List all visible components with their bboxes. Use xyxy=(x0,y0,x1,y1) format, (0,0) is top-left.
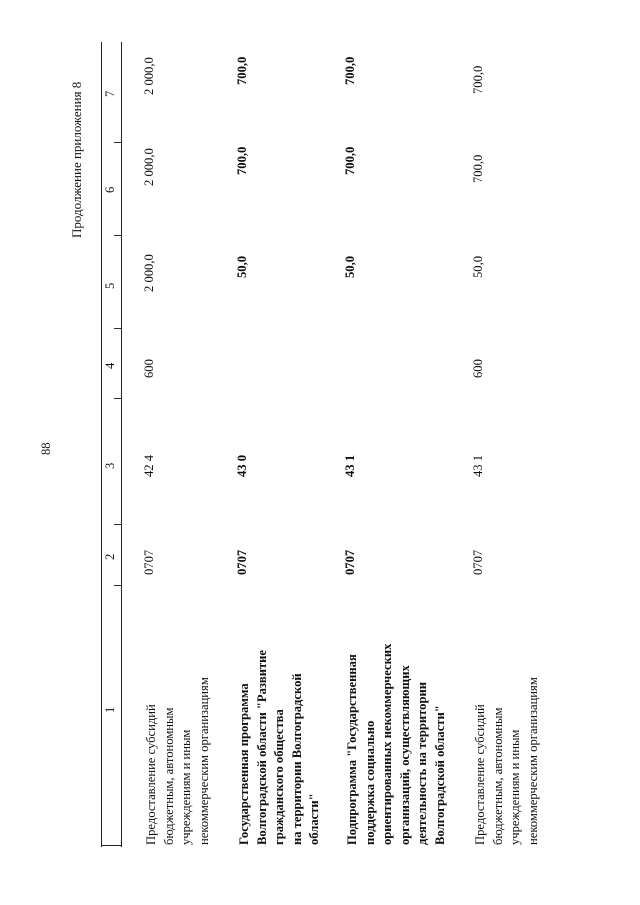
cell-section: 0707 xyxy=(235,549,249,575)
row-name: Предоставление субсидий бюджетным, автономным учреждениям и иным некоммерческим организациям xyxy=(144,677,211,845)
col-header-7: 7 xyxy=(103,90,117,97)
cell-c6: 700,0 xyxy=(235,146,249,175)
cell-c5: 50,0 xyxy=(235,255,249,278)
col-header-5: 5 xyxy=(103,282,117,289)
header-rule-right xyxy=(121,42,122,847)
cell-section: 0707 xyxy=(343,549,357,575)
cell-section: 0707 xyxy=(471,549,485,575)
column-separator xyxy=(114,328,121,329)
row-name: Государственная программа Волгоградской области "Развитие гражданского общества на территории Волгоградской области" xyxy=(237,649,321,845)
cell-c5: 50,0 xyxy=(471,255,485,278)
column-separator xyxy=(114,585,121,586)
col-header-4: 4 xyxy=(103,362,117,369)
cell-c5: 50,0 xyxy=(343,255,357,278)
page-number: 88 xyxy=(39,442,53,455)
cell-expense-type: 600 xyxy=(471,359,485,378)
column-separator xyxy=(114,235,121,236)
cell-c6: 700,0 xyxy=(343,146,357,175)
header-rule-bottom xyxy=(101,845,122,846)
cell-c5: 2 000,0 xyxy=(142,254,156,292)
cell-c6: 700,0 xyxy=(471,154,485,183)
row-name: Предоставление субсидий бюджетным, автономным учреждениям и иным некоммерческим организациям xyxy=(473,677,540,845)
cell-expense-type: 600 xyxy=(142,359,156,378)
cell-program: 43 0 xyxy=(235,454,249,477)
continuation-note: Продолжение приложения 8 xyxy=(69,81,84,238)
col-header-6: 6 xyxy=(103,186,117,193)
column-separator xyxy=(114,398,121,399)
header-rule-left xyxy=(101,42,102,847)
row-name: Подпрограмма "Государственная поддержка социально ориентированных некоммерческих организаций, осуществляющих деятельность на территории Волгоградской области" xyxy=(345,643,447,845)
cell-c6: 2 000,0 xyxy=(142,148,156,186)
column-separator xyxy=(114,142,121,143)
cell-program: 43 1 xyxy=(343,454,357,477)
cell-c7: 700,0 xyxy=(471,65,485,94)
cell-program: 42 4 xyxy=(142,454,156,477)
cell-c7: 700,0 xyxy=(343,56,357,85)
col-header-2: 2 xyxy=(103,553,117,560)
cell-c7: 2 000,0 xyxy=(142,57,156,95)
column-separator xyxy=(114,524,121,525)
cell-c7: 700,0 xyxy=(235,56,249,85)
cell-program: 43 1 xyxy=(471,454,485,477)
cell-section: 0707 xyxy=(142,549,156,575)
col-header-3: 3 xyxy=(103,462,117,469)
col-header-1: 1 xyxy=(103,706,117,713)
